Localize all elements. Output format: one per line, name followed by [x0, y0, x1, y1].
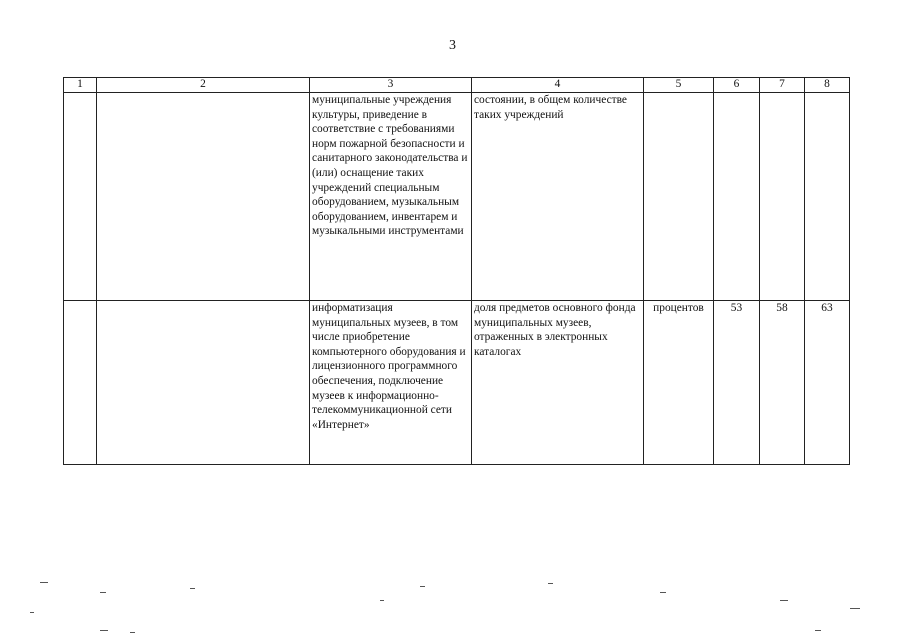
- row-2-indicator: доля предметов основного фонда муниципальных музеев, отраженных в электронных каталогах: [472, 301, 644, 465]
- indicator-table: [63, 77, 850, 465]
- header-col-8: 8: [805, 78, 850, 93]
- row-1-unit: [644, 93, 714, 301]
- row-1-value-7: [760, 93, 805, 301]
- row-2-col-1: [64, 301, 97, 465]
- row-2-measure: информатизация муниципальных музеев, в том числе приобретение компьютерного оборудования и лицензионного программного обеспечения, подключение музеев к информационно-телекоммуникационной сети «Интернет»: [310, 301, 472, 465]
- row-1-col-2: [97, 93, 310, 301]
- row-1-measure: муниципальные учреждения культуры, приведение в соответствие с требованиями норм пожарной безопасности и санитарного законодательства и (или) оснащение таких учреждений специальным оборудованием, музыкальным оборудованием, инвентарем и музыкальными инструментами: [310, 93, 472, 301]
- row-1-value-6: [714, 93, 760, 301]
- table-header-row: [64, 78, 850, 93]
- row-2-value-6: 53: [714, 301, 760, 465]
- header-col-5: 5: [644, 78, 714, 93]
- row-2-col-2: [97, 301, 310, 465]
- table-row: [64, 301, 850, 465]
- header-col-4: 4: [472, 78, 644, 93]
- header-col-1: 1: [64, 78, 97, 93]
- row-2-value-7: 58: [760, 301, 805, 465]
- row-1-value-8: [805, 93, 850, 301]
- table-row: [64, 93, 850, 301]
- row-2-value-8: 63: [805, 301, 850, 465]
- header-col-3: 3: [310, 78, 472, 93]
- header-col-2: 2: [97, 78, 310, 93]
- header-col-6: 6: [714, 78, 760, 93]
- row-2-unit: процентов: [644, 301, 714, 465]
- row-1-indicator: состоянии, в общем количестве таких учреждений: [472, 93, 644, 301]
- page-number: 3: [449, 38, 456, 53]
- row-1-col-1: [64, 93, 97, 301]
- header-col-7: 7: [760, 78, 805, 93]
